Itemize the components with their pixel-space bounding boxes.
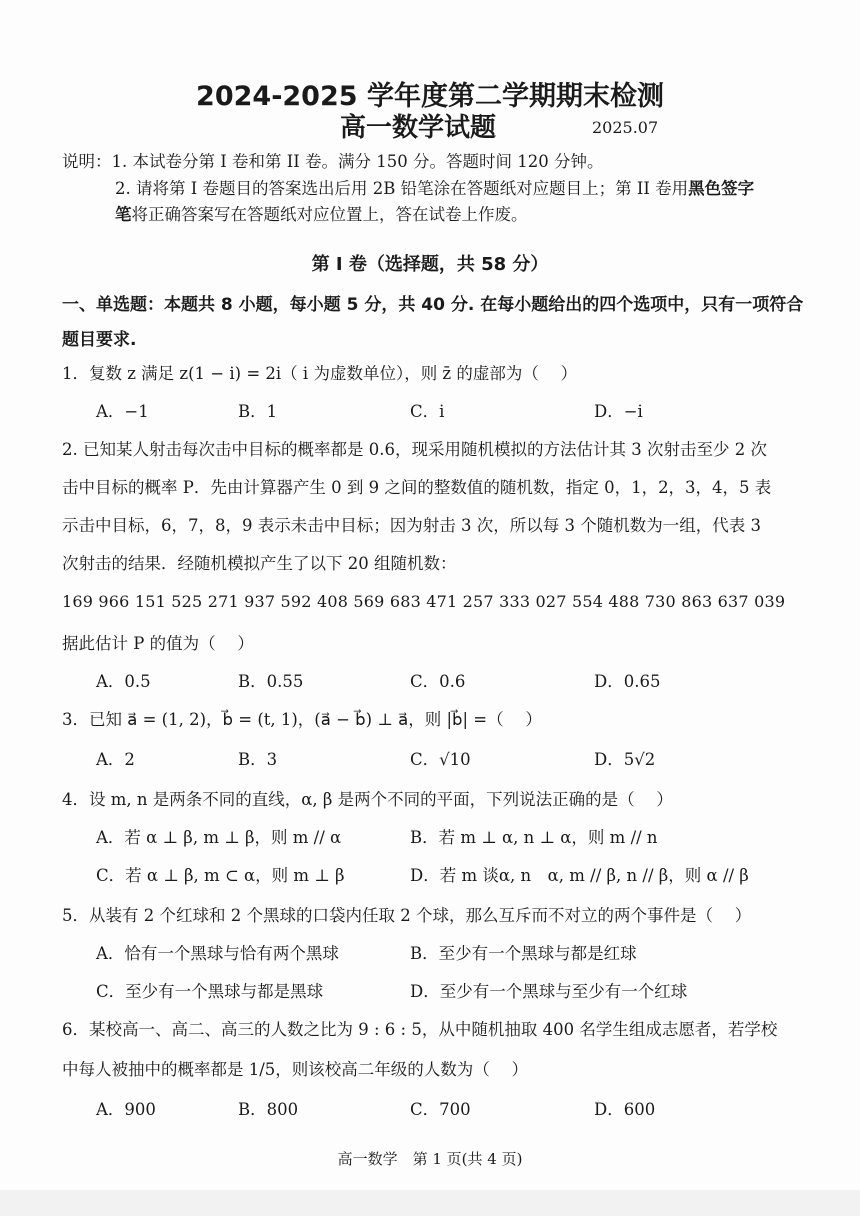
question-1-option-a: A．−1 bbox=[96, 402, 149, 421]
instruction-line-3 bbox=[115, 201, 528, 225]
question-2-line-6: 据此估计 P 的值为（ ） bbox=[62, 634, 254, 653]
question-3-text: 3．已知 a⃗ = (1, 2)，b⃗ = (t, 1)，(a⃗ − b⃗) ⊥ a⃗，则 |b⃗| =（ ） bbox=[62, 710, 542, 729]
question-3-option-d: D．5√2 bbox=[594, 750, 656, 769]
exam-subtitle: 高一数学试题 bbox=[340, 113, 497, 143]
question-2-line-4: 次射击的结果．经随机模拟产生了以下 20 组随机数： bbox=[62, 554, 457, 573]
instruction-emphasis-1: 黑色签字 bbox=[688, 179, 755, 198]
question-3-option-b: B．3 bbox=[238, 750, 278, 769]
question-4-option-d: D．若 m 谈α, n α, m // β, n // β，则 α // β bbox=[410, 866, 749, 885]
question-1-option-b: B．1 bbox=[238, 402, 278, 421]
question-2-option-c: C．0.6 bbox=[410, 672, 466, 691]
question-2-option-d: D．0.65 bbox=[594, 672, 661, 691]
question-2-option-a: A．0.5 bbox=[96, 672, 151, 691]
question-1-option-d: D．−i bbox=[594, 402, 643, 421]
question-4-text: 4．设 m, n 是两条不同的直线，α, β 是两个不同的平面，下列说法正确的是（ ） bbox=[62, 790, 673, 809]
question-5-option-b: B．至少有一个黑球与都是红球 bbox=[410, 944, 637, 963]
exam-date: 2025.07 bbox=[592, 118, 659, 137]
question-1-option-c: C．i bbox=[410, 402, 445, 421]
question-5-option-a: A．恰有一个黑球与恰有两个黑球 bbox=[96, 944, 339, 963]
question-1-text: 1．复数 z 满足 z(1 − i) = 2i（ i 为虚数单位），则 z̄ 的虚部为（ ） bbox=[62, 364, 578, 383]
question-6-option-b: B．800 bbox=[238, 1100, 299, 1119]
exam-title: 2024-2025 学年度第二学期期末检测 bbox=[196, 81, 664, 112]
instruction-line-2-text: 2. 请将第 I 卷题目的答案选出后用 2B 铅笔涂在答题纸对应题目上；第 II 卷用 bbox=[115, 179, 689, 198]
part-1-heading: 第 I 卷（选择题，共 58 分） bbox=[311, 254, 549, 275]
section-1-line-1: 一、单选题：本题共 8 小题，每小题 5 分，共 40 分. 在每小题给出的四个选项中，只有一项符合 bbox=[62, 295, 804, 315]
question-3-option-a: A．2 bbox=[96, 750, 135, 769]
question-2-line-2: 击中目标的概率 P．先由计算器产生 0 到 9 之间的整数值的随机数，指定 0，1，2，3，4，5 表 bbox=[62, 478, 772, 497]
question-6-line-1: 6．某校高一、高二、高三的人数之比为 9 : 6 : 5，从中随机抽取 400 名学生组成志愿者，若学校 bbox=[62, 1020, 778, 1039]
page-bottom-margin bbox=[0, 1190, 860, 1216]
question-2-line-1: 2. 已知某人射击每次击中目标的概率都是 0.6，现采用随机模拟的方法估计其 3 次射击至少 2 次 bbox=[62, 440, 767, 459]
instruction-line-1: 说明：1. 本试卷分第 I 卷和第 II 卷。满分 150 分。答题时间 120 分钟。 bbox=[62, 152, 604, 171]
section-1-line-2: 题目要求. bbox=[62, 330, 137, 350]
question-2-random-numbers: 169 966 151 525 271 937 592 408 569 683 471 257 333 027 554 488 730 863 637 039 bbox=[62, 592, 786, 611]
question-6-option-d: D．600 bbox=[594, 1100, 656, 1119]
question-4-option-a: A．若 α ⊥ β, m ⊥ β，则 m // α bbox=[96, 828, 342, 847]
question-3-option-c: C．√10 bbox=[410, 750, 471, 769]
question-4-option-c: C．若 α ⊥ β, m ⊂ α，则 m ⊥ β bbox=[96, 866, 345, 885]
question-6-option-c: C．700 bbox=[410, 1100, 471, 1119]
question-5-text: 5．从装有 2 个红球和 2 个黑球的口袋内任取 2 个球，那么互斥而不对立的两个事件是（ ） bbox=[62, 906, 752, 925]
question-4-option-b: B．若 m ⊥ α, n ⊥ α，则 m // n bbox=[410, 828, 658, 847]
question-6-line-2: 中每人被抽中的概率都是 1/5，则该校高二年级的人数为（ ） bbox=[62, 1060, 529, 1079]
question-5-option-c: C．至少有一个黑球与都是黑球 bbox=[96, 982, 324, 1001]
question-2-option-b: B．0.55 bbox=[238, 672, 304, 691]
question-6-option-a: A．900 bbox=[96, 1100, 156, 1119]
instruction-line-3-text: 将正确答案写在答题纸对应位置上，答在试卷上作废。 bbox=[131, 205, 528, 224]
instruction-line-2 bbox=[115, 175, 754, 199]
page-footer: 高一数学 第 1 页(共 4 页) bbox=[337, 1150, 523, 1168]
question-2-line-3: 示击中目标，6，7，8，9 表示未击中目标；因为射击 3 次，所以每 3 个随机数为一组，代表 3 bbox=[62, 516, 761, 535]
instruction-emphasis-2: 笔 bbox=[115, 205, 132, 224]
question-5-option-d: D．至少有一个黑球与至少有一个红球 bbox=[410, 982, 688, 1001]
